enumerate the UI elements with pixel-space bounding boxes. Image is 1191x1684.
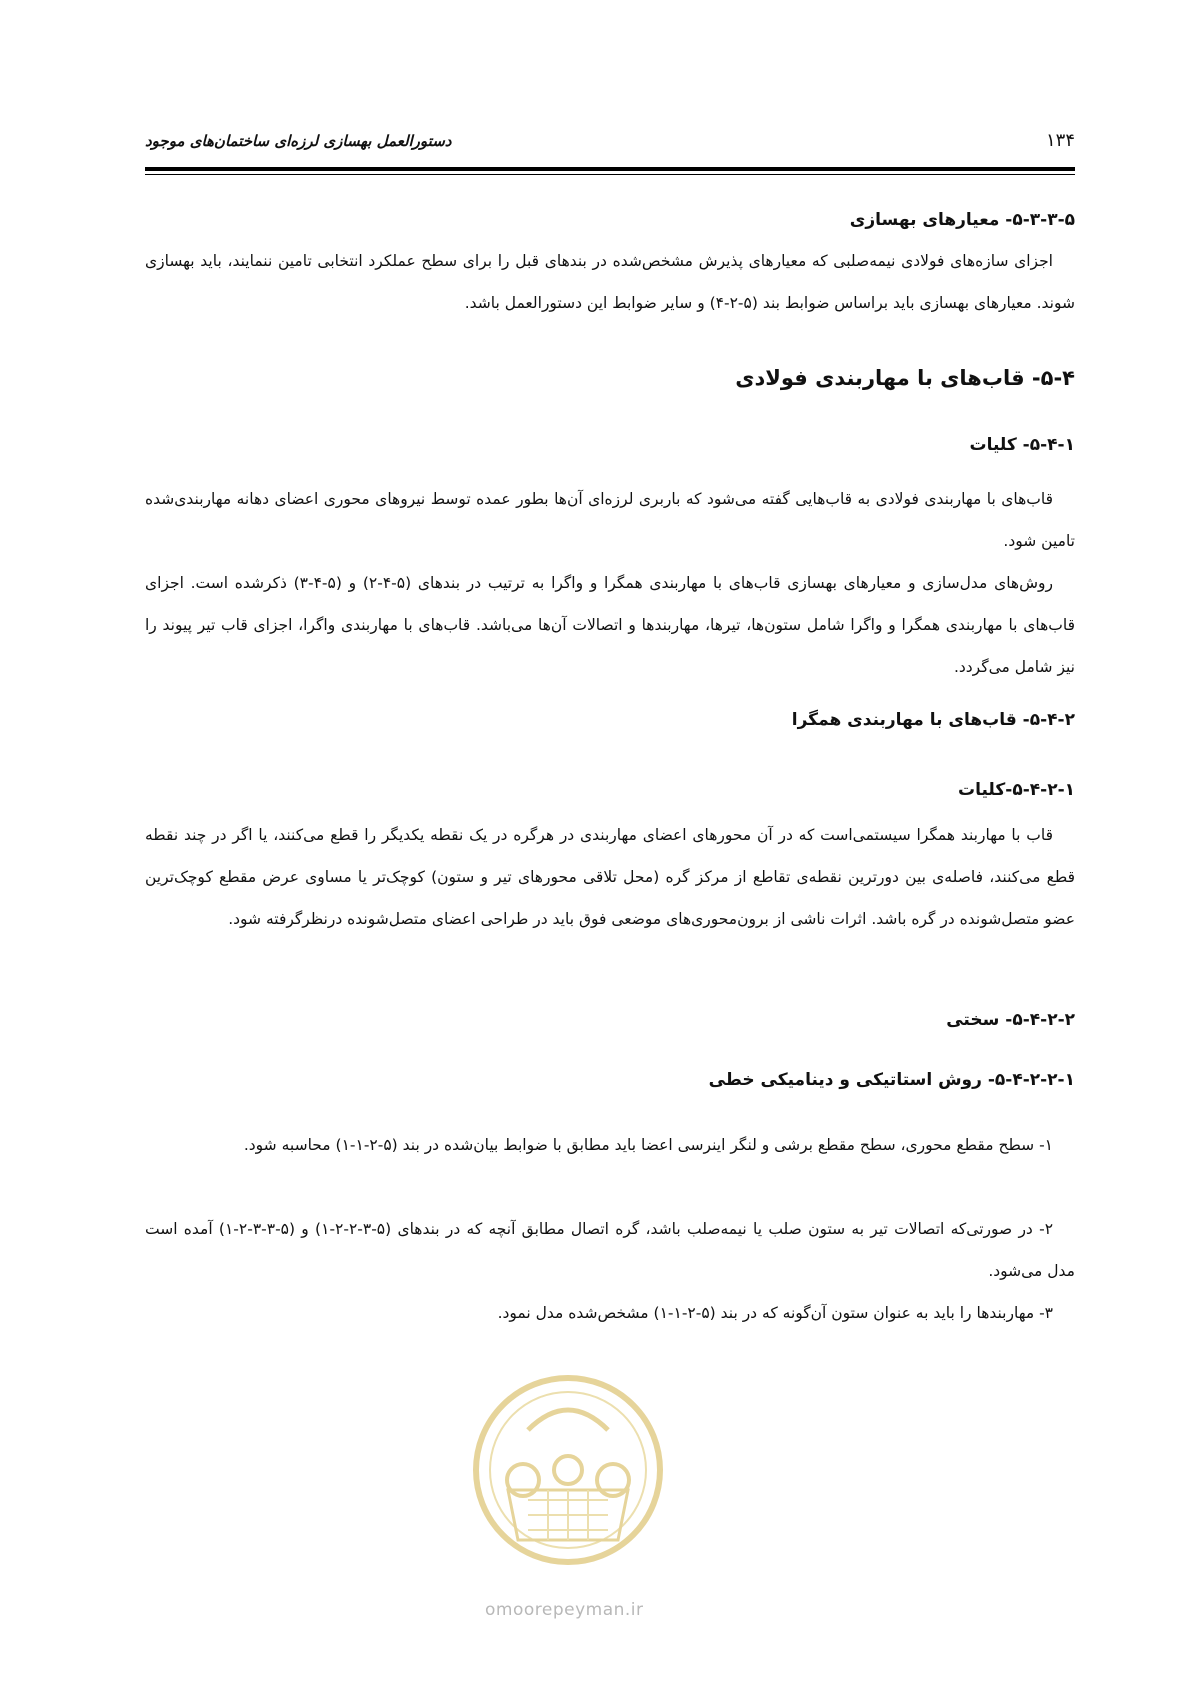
section-heading-5-4-2: ۵-۴-۲- قاب‌های با مهاربندی همگرا bbox=[791, 710, 1075, 730]
paragraph-concentric-definition: قاب با مهاربند همگرا سیستمی‌است که در آن محورهای اعضای مهاربندی در هرگره در یک نقطه یکدیگر را قطع می‌کنند، یا اگر در چند نقطه قطع می‌کنند، فاصله‌ی بین دورترین نقطه‌ی تقاطع از مرکز گره (محل تلاقی محورهای تیر و ستون) کوچک‌تر یا مساوی عرض مقطع کوچک‌ترین عضو متصل‌شونده در گره باشد. اثرات ناشی از برون‌محوری‌های موضعی فوق باید در طراحی اعضای متصل‌شونده درنظرگرفته شود. bbox=[145, 826, 1075, 928]
page-number: ۱۳۴ bbox=[1045, 130, 1075, 151]
paragraph-braced-frames-general: قاب‌های با مهاربندی فولادی به قاب‌هایی گفته می‌شود که باربری لرزه‌ای آن‌ها بطور عمده توسط نیروهای محوری اعضای دهانه مهاربندی‌شده تامین شود. bbox=[145, 490, 1075, 550]
section-heading-5-4: ۵-۴- قاب‌های با مهاربندی فولادی bbox=[735, 366, 1075, 390]
running-title: دستورالعمل بهسازی لرزه‌ای ساختمان‌های موجود bbox=[145, 132, 452, 150]
list-item-1: ۱- سطح مقطع محوری، سطح مقطع برشی و لنگر اینرسی اعضا باید مطابق با ضوابط بیان‌شده در بند (۵-۲-۱-۱) محاسبه شود. bbox=[243, 1136, 1053, 1154]
list-item-3: ۳- مهاربندها را باید به عنوان ستون آن‌گونه که در بند (۵-۲-۱-۱) مشخص‌شده مدل نمود. bbox=[497, 1304, 1053, 1322]
watermark-url: omoorepeyman.ir bbox=[485, 1600, 644, 1620]
watermark-seal bbox=[468, 1370, 668, 1570]
section-heading-5-4-2-2: ۵-۴-۲-۲- سختی bbox=[946, 1010, 1075, 1030]
header-rule-thin bbox=[145, 174, 1075, 175]
paragraph-rehab-criteria: اجزای سازه‌های فولادی نیمه‌صلبی که معیارهای پذیرش مشخص‌شده در بندهای قبل را برای سطح عملکرد انتخابی تامین ننمایند، باید بهسازی شوند. معیارهای بهسازی باید براساس ضوابط بند (۵-۲-۴) و سایر ضوابط این دستورالعمل باشد. bbox=[145, 252, 1075, 312]
section-heading-5-4-2-2-1: ۵-۴-۲-۲-۱- روش استاتیکی و دینامیکی خطی bbox=[708, 1070, 1075, 1090]
header-rule bbox=[145, 167, 1075, 171]
list-item-2: ۲- در صورتی‌که اتصالات تیر به ستون صلب یا نیمه‌صلب باشد، گره اتصال مطابق آنچه که در بندهای (۵-۳-۲-۲-۱) و (۵-۳-۳-۲-۱) آمده است مدل می‌شود. bbox=[145, 1220, 1075, 1280]
section-heading-5-3-3-5: ۵-۳-۳-۵- معیارهای بهسازی bbox=[849, 210, 1075, 230]
page-header bbox=[145, 130, 1075, 160]
section-heading-5-4-1: ۵-۴-۱- کلیات bbox=[969, 435, 1075, 455]
paragraph-modeling-methods: روش‌های مدل‌سازی و معیارهای بهسازی قاب‌های با مهاربندی همگرا و واگرا به ترتیب در بندهای (۵-۴-۲) و (۵-۴-۳) ذکرشده است. اجزای قاب‌های با مهاربندی همگرا و واگرا شامل ستون‌ها، تیرها، مهاربندها و اتصالات آن‌ها می‌باشد. قاب‌های با مهاربندی واگرا، اجزای قاب تیر پیوند را نیز شامل می‌گردد. bbox=[145, 574, 1075, 676]
section-heading-5-4-2-1: ۵-۴-۲-۱-کلیات bbox=[958, 780, 1075, 800]
